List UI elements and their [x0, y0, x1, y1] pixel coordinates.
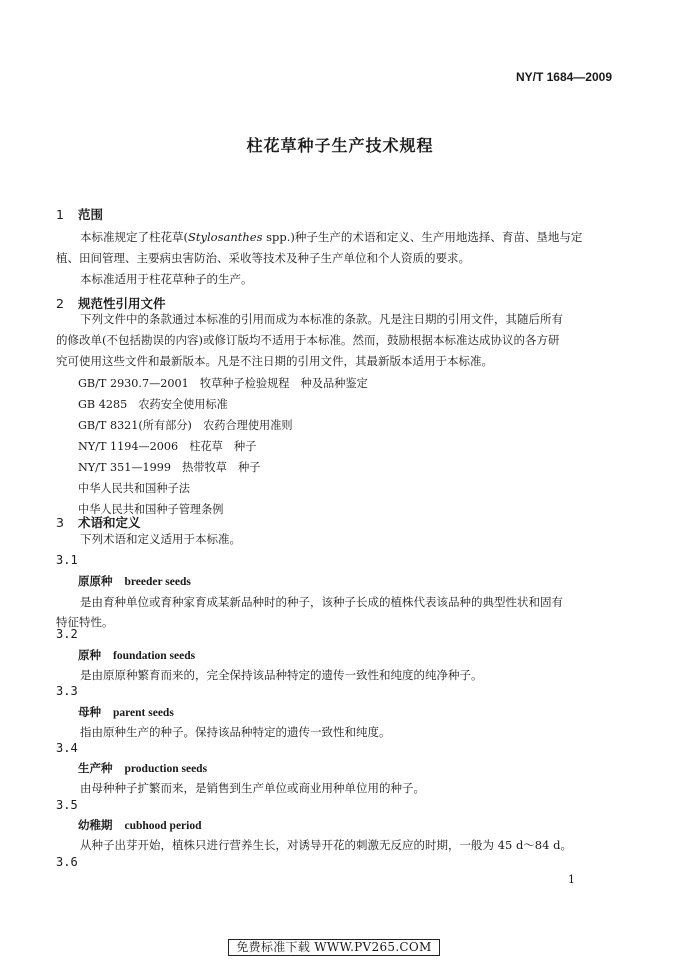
- definition-3-5: 从种子出芽开始，植株只进行营养生长，对诱导开花的刺激无反应的时期，一般为 45 d～84 d。: [80, 838, 572, 852]
- reference-item: NY/T 1194—2006 柱花草 种子: [78, 440, 257, 453]
- term-cn: 原种: [78, 648, 101, 662]
- term-3-1: [78, 573, 191, 589]
- clause-number: 3.6: [56, 855, 78, 869]
- definition-line: 特征特性。: [56, 615, 114, 629]
- term-3-5: [78, 817, 202, 833]
- terms-intro: 下列术语和定义适用于本标准。: [80, 532, 241, 546]
- section-1-body: [56, 227, 616, 290]
- reference-item: GB 4285 农药安全使用标准: [78, 398, 228, 411]
- clause-number: 3.1: [56, 553, 78, 567]
- term-en: parent seeds: [113, 707, 174, 719]
- term-cn: 幼稚期: [78, 818, 113, 832]
- latin-name: Stylosanthes: [188, 230, 263, 244]
- document-title: 柱花草种子生产技术规程: [246, 136, 434, 155]
- clause-number: 3.5: [56, 798, 78, 812]
- term-en: production seeds: [124, 763, 208, 775]
- section-title: 范围: [78, 207, 104, 222]
- section-2-body: [56, 309, 616, 372]
- references-intro-line-3: 究可使用这些文件和最新版本。凡是不注日期的引用文件，其最新版本适用于本标准。: [56, 354, 493, 368]
- definition-line: 是由育种单位或育种家育成某新品种时的种子，该种子长成的植株代表该品种的典型性状和固有: [80, 595, 563, 609]
- references-intro-line-2: 的修改单(不包括勘误的内容)或修订版均不适用于本标准。然而，鼓励根据本标准达成协议的各方研: [56, 333, 560, 347]
- clause-number: 3.2: [56, 627, 78, 641]
- reference-item: 中华人民共和国种子管理条例: [78, 503, 224, 516]
- definition-3-1: [56, 592, 616, 632]
- scope-paragraph-line-2: 植、田间管理、主要病虫害防治、采收等技术及种子生产单位和个人资质的要求。: [56, 251, 470, 265]
- section-title: 术语和定义: [78, 515, 141, 530]
- term-3-4: [78, 760, 207, 776]
- definition-3-4: 由母种种子扩繁而来，是销售到生产单位或商业用种单位用的种子。: [80, 781, 425, 795]
- page-number: 1: [568, 873, 575, 886]
- term-cn: 母种: [78, 705, 101, 719]
- reference-item: GB/T 2930.7—2001 牧草种子检验规程 种及品种鉴定: [78, 377, 368, 390]
- term-cn: 原原种: [78, 574, 113, 588]
- term-3-2: [78, 647, 195, 663]
- reference-item: NY/T 351—1999 热带牧草 种子: [78, 461, 261, 474]
- term-en: breeder seeds: [124, 576, 191, 588]
- download-banner[interactable]: 免费标准下载 WWW.PV265.COM: [228, 939, 440, 956]
- reference-item: 中华人民共和国种子法: [78, 482, 190, 495]
- term-en: foundation seeds: [113, 650, 196, 662]
- standard-code: NY/T 1684—2009: [515, 70, 612, 84]
- term-en: cubhood period: [124, 820, 202, 832]
- term-3-3: [78, 704, 174, 720]
- section-number: 2: [56, 296, 64, 311]
- scope-paragraph-line-1: 本标准规定了柱花草(Stylosanthes spp.)种子生产的术语和定义、生产用地选择、育苗、垦地与定: [80, 230, 583, 244]
- section-1-heading: [56, 205, 103, 223]
- definition-3-2: 是由原原种繁育而来的，完全保持该品种特定的遗传一致性和纯度的纯净种子。: [80, 668, 483, 682]
- section-title: 规范性引用文件: [78, 296, 166, 311]
- references-intro-line-1: 下列文件中的条款通过本标准的引用而成为本标准的条款。凡是注日期的引用文件，其随后所有: [80, 312, 563, 326]
- reference-list: [78, 373, 368, 520]
- reference-item: GB/T 8321(所有部分) 农药合理使用准则: [78, 419, 293, 432]
- section-number: 1: [56, 207, 64, 222]
- term-cn: 生产种: [78, 761, 113, 775]
- scope-applicability: 本标准适用于柱花草种子的生产。: [80, 272, 253, 286]
- clause-number: 3.3: [56, 684, 78, 698]
- definition-3-3: 指由原种生产的种子。保持该品种特定的遗传一致性和纯度。: [80, 725, 391, 739]
- section-number: 3: [56, 515, 64, 530]
- clause-number: 3.4: [56, 741, 78, 755]
